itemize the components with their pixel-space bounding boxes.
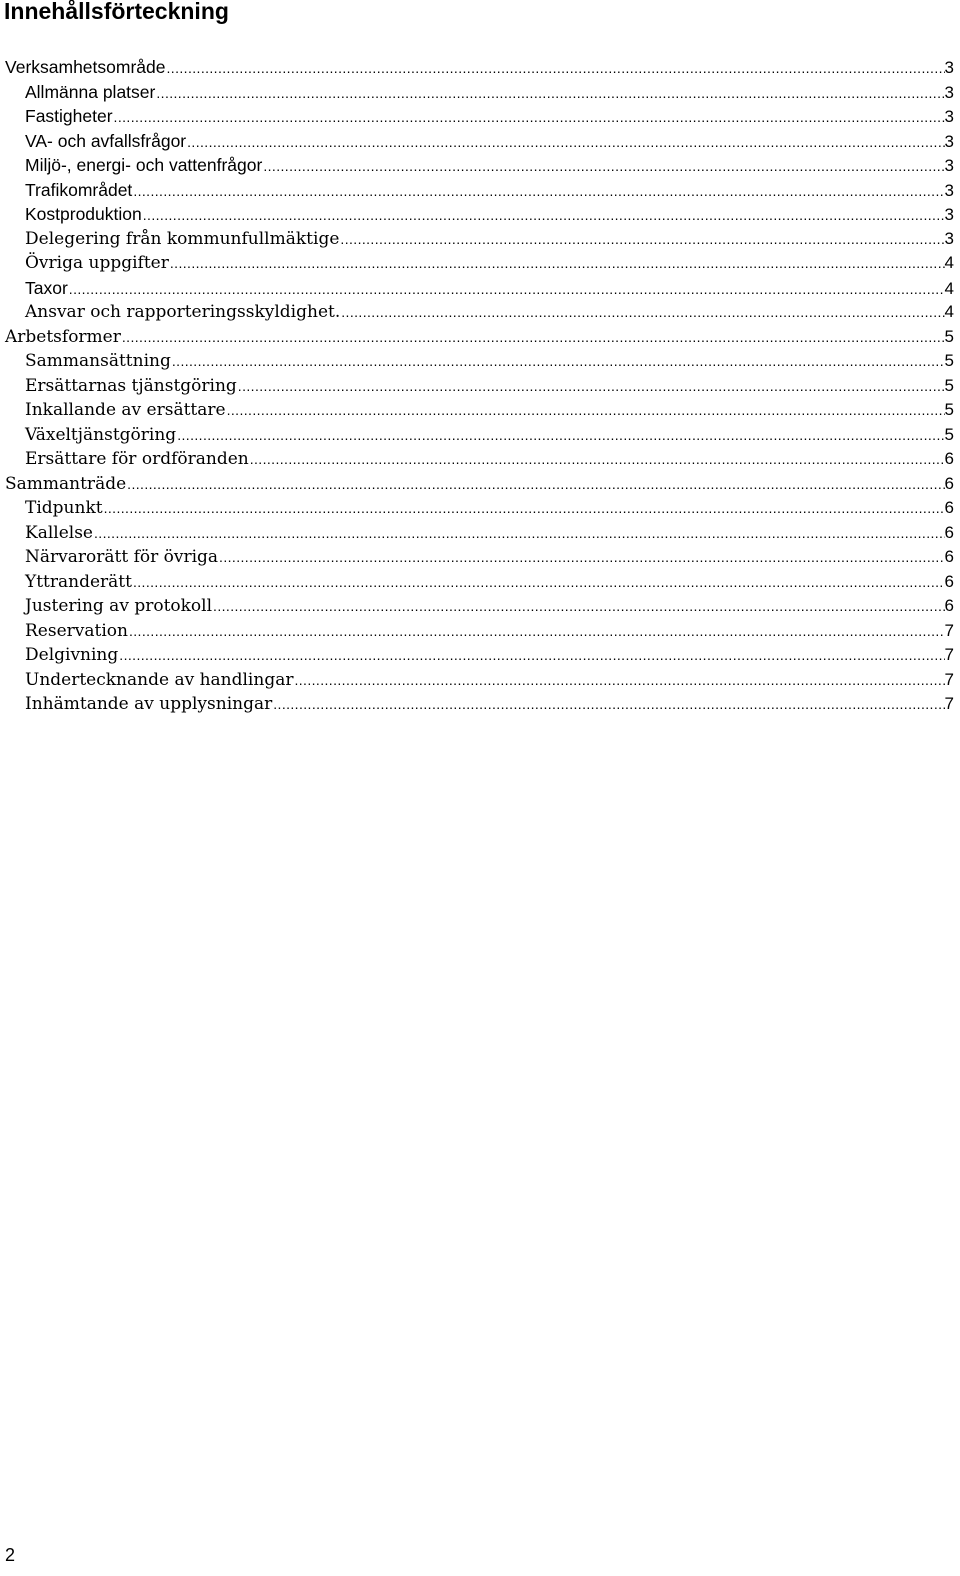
toc-entry-page: 6 [944,498,954,517]
toc-entry-page: 4 [944,253,954,272]
toc-entry-page: 6 [944,596,954,615]
dot-leader [126,472,944,497]
toc-entry[interactable] [0,300,954,325]
toc-entry-page: 3 [944,156,954,175]
toc-entry-label: Fastigheter [25,106,113,126]
toc-entry-label: Kostproduktion [25,204,142,224]
toc-entry-label: Delegering från kommunfullmäktige [25,228,340,249]
toc-entry-label: Taxor [25,277,68,298]
toc-entry-label: VA- och avfallsfrågor [25,130,187,151]
toc-entry-page: 5 [944,375,954,395]
toc-entry[interactable] [0,472,954,497]
toc-entry-page: 3 [944,180,954,200]
dot-leader [169,251,945,276]
toc-entry-label: Sammanträde [5,473,127,494]
toc-entry-label: Inkallande av ersättare [25,400,226,420]
toc-entry-page: 5 [944,326,954,346]
toc-entry-label: Ansvar och rapporteringsskyldighet. [25,302,341,322]
toc-entry[interactable] [0,276,954,301]
toc-entry[interactable] [0,668,954,693]
toc-entry-page: 7 [944,694,954,713]
dot-leader [176,423,944,448]
dot-leader [103,496,945,521]
dot-leader [128,619,945,644]
dot-leader [212,594,944,619]
toc-entry-page: 7 [944,669,954,689]
dot-leader [293,668,944,693]
toc-entry-page: 7 [944,620,954,640]
dot-leader [262,154,944,178]
toc-entry-page: 3 [944,82,954,102]
toc-entry-label: Trafikområdet [25,179,133,200]
toc-entry-page: 3 [944,107,954,126]
toc-entry-label: Yttranderätt [25,571,132,592]
toc-entry[interactable] [0,349,954,374]
toc-entry[interactable] [0,594,954,619]
toc-entry[interactable] [0,398,954,423]
toc-entry-label: Växeltjänstgöring [25,424,177,445]
toc-entry-label: Delgivning [25,645,119,665]
dot-leader [121,325,945,350]
toc-entry-label: Verksamhetsområde [5,57,166,77]
toc-entry[interactable] [0,227,954,252]
dot-leader [218,545,944,570]
toc-entry-page: 6 [944,522,954,542]
toc-entry-page: 6 [944,449,954,468]
dot-leader [340,300,944,325]
dot-leader [68,277,945,301]
toc-entry[interactable] [0,80,954,105]
toc-entry-page: 5 [944,351,954,370]
toc-entry-page: 3 [944,228,954,248]
toc-entry-label: Ersättare för ordföranden [25,449,249,469]
toc-entry[interactable] [0,619,954,644]
toc-entry-page: 5 [944,424,954,444]
toc-entry-page: 3 [944,131,954,151]
toc-entry-page: 4 [944,302,954,321]
toc-entry-page: 6 [944,547,954,566]
toc-entry-label: Närvarorätt för övriga [25,547,219,567]
dot-leader [132,179,944,203]
toc-entry[interactable] [0,202,954,227]
toc-entry[interactable] [0,129,954,154]
toc-entry-page: 7 [944,645,954,664]
toc-entry-page: 6 [944,473,954,493]
dot-leader [132,570,945,595]
toc-list [0,55,954,717]
toc-entry[interactable] [0,643,954,668]
toc-heading: Innehållsförteckning [4,0,229,24]
toc-entry-label: Allmänna platser [25,81,156,102]
dot-leader [249,447,945,472]
dot-leader [93,521,945,546]
dot-leader [166,56,945,80]
toc-entry-label: Justering av protokoll [25,596,213,616]
toc-entry-label: Reservation [25,620,128,641]
toc-entry[interactable] [0,178,954,203]
toc-entry-page: 4 [944,278,954,298]
dot-leader [171,349,945,374]
toc-entry[interactable] [0,251,954,276]
dot-leader [118,643,944,668]
toc-entry-label: Övriga uppgifter [25,253,169,273]
toc-entry[interactable] [0,447,954,472]
toc-entry[interactable] [0,374,954,399]
toc-entry[interactable] [0,570,954,595]
toc-entry-label: Arbetsformer [5,326,121,347]
toc-entry[interactable] [0,692,954,717]
toc-entry-page: 3 [944,58,954,77]
dot-leader [339,227,944,252]
toc-entry-page: 3 [944,205,954,224]
toc-entry[interactable] [0,423,954,448]
toc-entry-label: Miljö-, energi- och vattenfrågor [25,155,263,175]
dot-leader [226,398,945,423]
toc-entry-label: Inhämtande av upplysningar [25,694,273,714]
toc-entry[interactable] [0,153,954,178]
page-number: 2 [5,1545,16,1565]
toc-entry-label: Undertecknande av handlingar [25,669,294,690]
toc-entry[interactable] [0,521,954,546]
toc-entry-label: Kallelse [25,522,93,543]
toc-entry-label: Ersättarnas tjänstgöring [25,375,237,396]
toc-entry-page: 5 [944,400,954,419]
dot-leader [186,130,944,154]
dot-leader [237,374,945,399]
dot-leader [155,81,944,105]
dot-leader [113,105,945,129]
toc-entry[interactable] [0,496,954,521]
toc-entry[interactable] [0,325,954,350]
dot-leader [272,692,944,717]
toc-entry-label: Sammansättning [25,351,171,371]
toc-entry[interactable] [0,104,954,129]
toc-entry-label: Tidpunkt [25,498,103,518]
toc-entry[interactable] [0,55,954,80]
toc-entry[interactable] [0,545,954,570]
toc-entry-page: 6 [944,571,954,591]
dot-leader [142,203,945,227]
